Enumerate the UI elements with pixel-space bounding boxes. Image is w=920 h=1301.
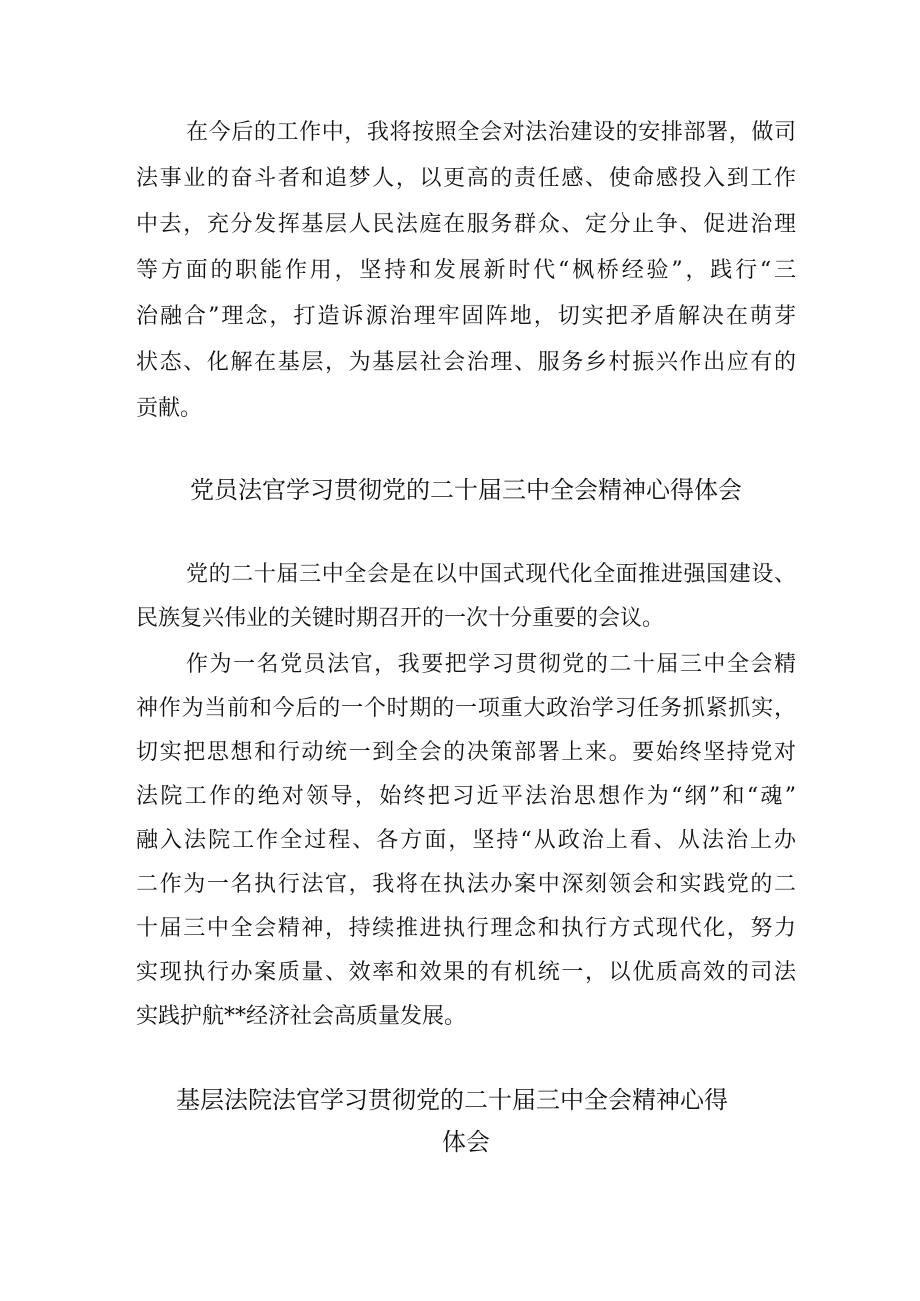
paragraph-line: 等方面的职能作用，坚持和发展新时代“枫桥经验”，践行“三 [136, 258, 796, 283]
paragraph-line: 实现执行办案质量、效率和效果的有机统一，以优质高效的司法 [136, 960, 796, 985]
paragraph-line: 法院工作的绝对领导，始终把习近平法治思想作为“纲”和“魂” [136, 784, 796, 809]
paragraph-line: 中去，充分发挥基层人民法庭在服务群众、定分止争、促进治理 [136, 212, 796, 237]
paragraph-line: 贡献。 [136, 396, 203, 421]
paragraph-line: 党的二十届三中全会是在以中国式现代化全面推进强国建设、 [186, 562, 796, 587]
paragraph-line: 民族复兴伟业的关键时期召开的一次十分重要的会议。 [136, 606, 665, 631]
paragraph-line: 状态、化解在基层，为基层社会治理、服务乡村振兴作出应有的 [136, 350, 796, 375]
section-heading-2-line-2: 体会 [442, 1128, 490, 1156]
paragraph-line: 治融合”理念，打造诉源治理牢固阵地，切实把矛盾解决在萌芽 [136, 304, 796, 329]
paragraph-line: 切实把思想和行动统一到全会的决策部署上来。要始终坚持党对 [136, 740, 796, 765]
paragraph-line: 作为一名党员法官，我要把学习贯彻党的二十届三中全会精 [186, 652, 796, 677]
paragraph-line: 实践护航**经济社会高质量发展。 [136, 1004, 467, 1029]
paragraph-line: 法事业的奋斗者和追梦人，以更高的责任感、使命感投入到工作 [136, 166, 796, 191]
paragraph-line: 在今后的工作中，我将按照全会对法治建设的安排部署，做司 [186, 120, 796, 145]
paragraph-line: 十届三中全会精神，持续推进执行理念和执行方式现代化，努力 [136, 916, 796, 941]
section-heading-2-line-1: 基层法院法官学习贯彻党的二十届三中全会精神心得 [176, 1086, 728, 1114]
paragraph-line: 神作为当前和今后的一个时期的一项重大政治学习任务抓紧抓实， [136, 696, 796, 721]
paragraph-line: 融入法院工作全过程、各方面，坚持“从政治上看、从法治上办 [136, 828, 796, 853]
paragraph-line: 二作为一名执行法官，我将在执法办案中深刻领会和实践党的二 [136, 872, 796, 897]
section-heading-1: 党员法官学习贯彻党的二十届三中全会精神心得体会 [190, 476, 742, 504]
